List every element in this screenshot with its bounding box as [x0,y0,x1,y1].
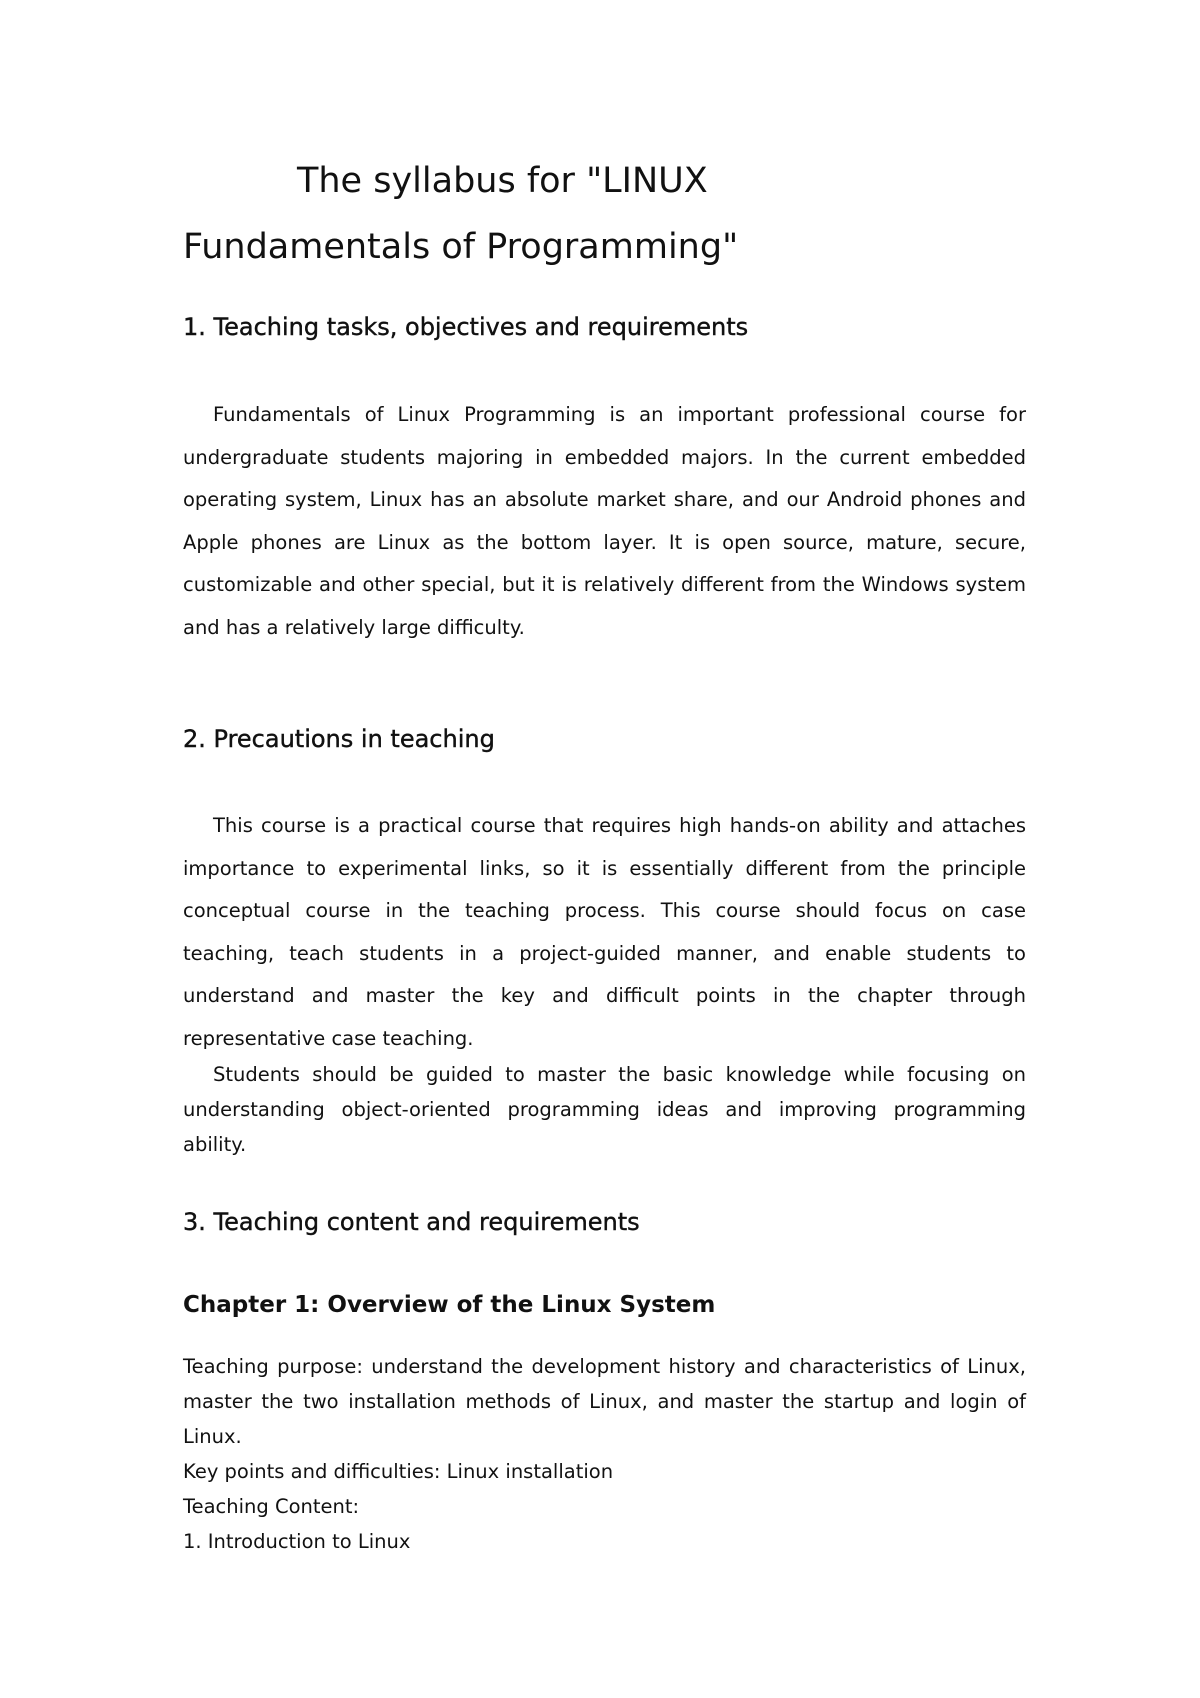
section-1-heading: 1. Teaching tasks, objectives and requirements [183,313,749,341]
section-2-paragraph-1: This course is a practical course that requires high hands-on ability and attaches importance to experimental links, so it is essentially different from the principle conceptual course in the teaching process. This course should focus on case teaching, teach students in a project-guided manner, and enable students to understand and master the key and difficult points in the chapter through representative case teaching. [183,814,1026,1050]
chapter-1-heading: Chapter 1: Overview of the Linux System [183,1292,716,1318]
teaching-purpose: Teaching purpose: understand the development history and characteristics of Linux, master the two installation methods of Linux, and master the startup and login of Linux. [183,1355,1026,1448]
key-points: Key points and difficulties: Linux installation [183,1460,614,1483]
teaching-content-label: Teaching Content: [183,1495,360,1518]
teaching-content-item-1: 1. Introduction to Linux [183,1530,411,1553]
section-2-paragraph-2: Students should be guided to master the basic knowledge while focusing on understanding object-oriented programming ideas and improving programming ability. [183,1063,1026,1156]
document-title-line-1: The syllabus for "LINUX [297,161,708,201]
section-3-heading: 3. Teaching content and requirements [183,1208,640,1236]
section-1-paragraph: Fundamentals of Linux Programming is an important professional course for undergraduate students majoring in embedded majors. In the current embedded operating system, Linux has an absolute market share, and our Android phones and Apple phones are Linux as the bottom layer. It is open source, mature, secure, customizable and other special, but it is relatively different from the Windows system and has a relatively large difficulty. [183,403,1026,639]
section-2-heading: 2. Precautions in teaching [183,725,495,753]
document-title-line-2: Fundamentals of Programming" [183,227,739,267]
